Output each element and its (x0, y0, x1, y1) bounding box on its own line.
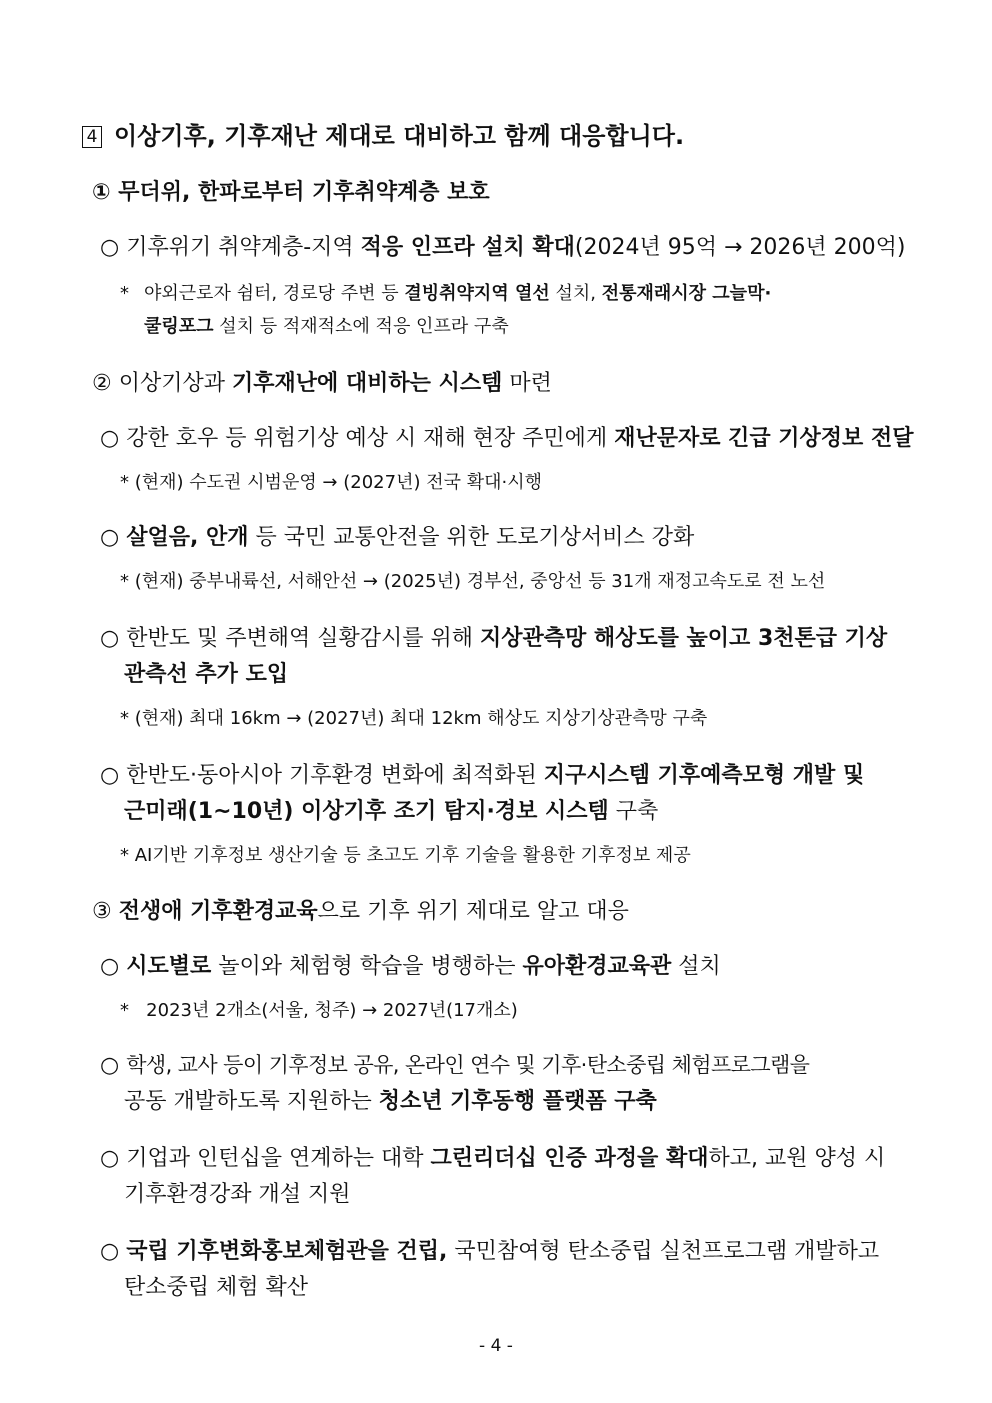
bullet-item: ○ 국립 기후변화홍보체험관을 건립, 국민참여형 탄소중립 실천프로그램 개발하고 (100, 1239, 880, 1264)
section-number-box: 4 (82, 126, 102, 148)
bullet-mark: ○ (100, 235, 120, 260)
bullet-item: ○ 강한 호우 등 위험기상 예상 시 재해 현장 주민에게 재난문자로 긴급 기상정보 전달 (100, 426, 914, 451)
note-item (120, 285, 912, 303)
bullet-item: ○ 기업과 인턴십을 연계하는 대학 그린리더십 인증 과정을 확대하고, 교원 양성 시 (100, 1146, 886, 1171)
bullet-continuation: 탄소중립 체험 확산 (124, 1275, 309, 1300)
bullet-mark: ○ (100, 1239, 120, 1264)
note-item: * AI기반 기후정보 생산기술 등 초고도 기후 기술을 활용한 기후정보 제공 (120, 845, 691, 866)
bullet-item: ○ 학생, 교사 등이 기후정보 공유, 온라인 연수 및 기후·탄소중립 체험프로그램을 (100, 1053, 810, 1078)
bullet-item: ○ 살얼음, 안개 등 국민 교통안전을 위한 도로기상서비스 강화 (100, 525, 695, 550)
bullet-continuation: 관측선 추가 도입 (124, 662, 289, 687)
bullet-continuation: 근미래(1~10년) 이상기후 조기 탐지·경보 시스템 구축 (124, 799, 659, 824)
bullet-mark: ○ (100, 426, 120, 451)
section-heading (82, 124, 684, 148)
bullet-mark: ○ (100, 626, 120, 651)
subsection-title-3: ③ 전생애 기후환경교육으로 기후 위기 제대로 알고 대응 (92, 899, 629, 924)
bullet-item: ○ 기후위기 취약계층-지역 적응 인프라 설치 확대(2024년 95억 → 2026년 200억) (100, 235, 906, 260)
bullet-item: ○ 한반도 및 주변해역 실황감시를 위해 지상관측망 해상도를 높이고 3천톤급 기상 (100, 626, 888, 651)
note-line-2: 쿨링포그 설치 등 적재적소에 적응 인프라 구축 (144, 316, 509, 337)
subsection-title-2: ② 이상기상과 기후재난에 대비하는 시스템 마련 (92, 371, 552, 396)
bullet-mark: ○ (100, 525, 120, 550)
note-item: * (현재) 수도권 시범운영 → (2027년) 전국 확대·시행 (120, 472, 542, 493)
bullet-mark: ○ (100, 1146, 120, 1171)
note-line-1: * 야외근로자 쉼터, 경로당 주변 등 결빙취약지역 열선 설치, 전통재래시장 그늘막· (120, 283, 772, 304)
bullet-mark: ○ (100, 954, 120, 979)
subsection-title-1: ① 무더위, 한파로부터 기후취약계층 보호 (92, 180, 490, 205)
note-item: * (현재) 최대 16km → (2027년) 최대 12km 해상도 지상기상관측망 구축 (120, 708, 708, 729)
bullet-item: ○ 한반도·동아시아 기후환경 변화에 최적화된 지구시스템 기후예측모형 개발 및 (100, 763, 865, 788)
bullet-mark: ○ (100, 763, 120, 788)
bullet-item: ○ 시도별로 놀이와 체험형 학습을 병행하는 유아환경교육관 설치 (100, 954, 721, 979)
bullet-continuation: 공동 개발하도록 지원하는 청소년 기후동행 플랫폼 구축 (124, 1089, 657, 1114)
bullet-mark: ○ (100, 1053, 120, 1078)
bullet-continuation: 기후환경강좌 개설 지원 (124, 1182, 351, 1207)
section-heading-text: 이상기후, 기후재난 제대로 대비하고 함께 대응합니다. (114, 122, 685, 150)
note-item: * (현재) 중부내륙선, 서해안선 → (2025년) 경부선, 중앙선 등 31개 재정고속도로 전 노선 (120, 571, 826, 592)
note-item: * 2023년 2개소(서울, 청주) → 2027년(17개소) (120, 1000, 518, 1021)
page-number: - 4 - (479, 1336, 513, 1356)
